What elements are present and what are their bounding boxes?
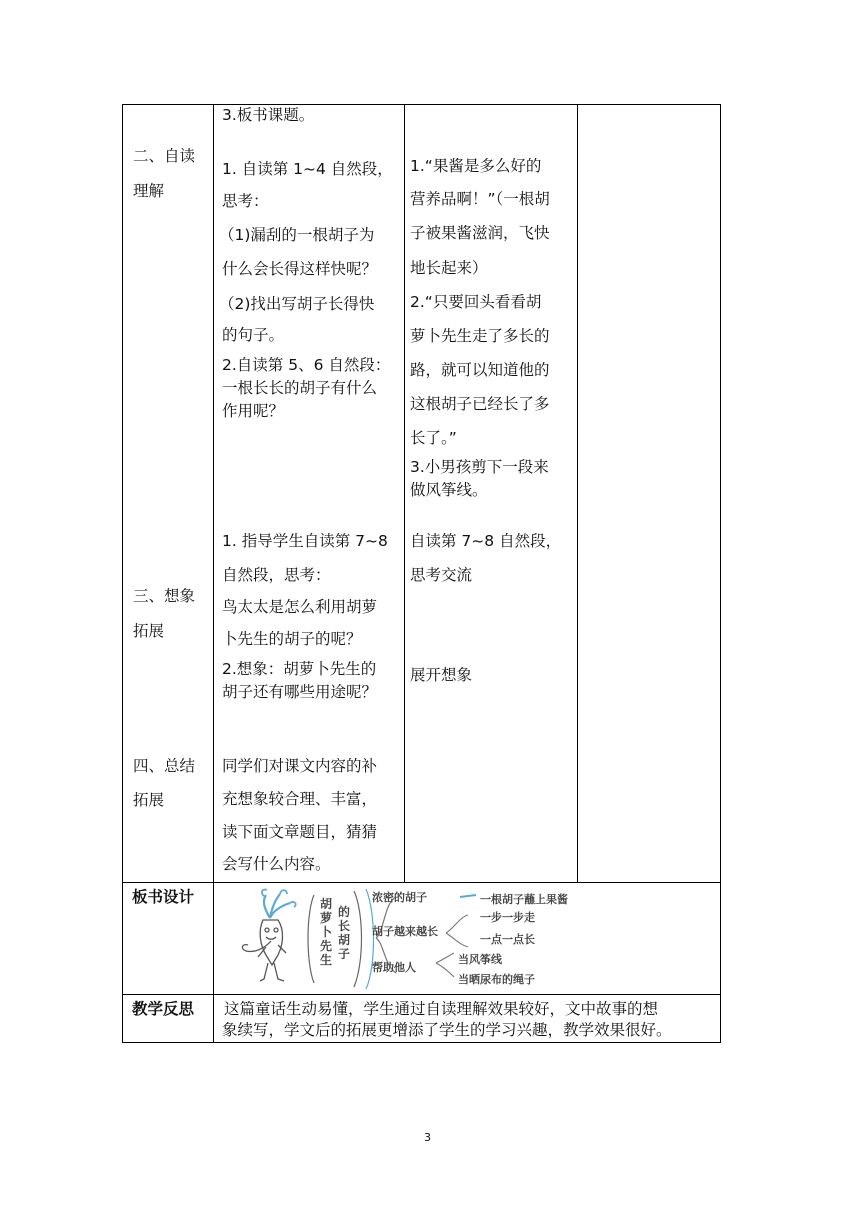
s2-teacher-line: 的句子。: [222, 326, 285, 344]
section3-label-line1: 三、想象: [133, 587, 196, 605]
s2-student-line: 这根胡子已经长了多: [410, 395, 550, 413]
table-left-border: [122, 104, 123, 1043]
s2-student-line: 2.“只要回头看看胡: [410, 293, 542, 311]
s2-student-line: 路，就可以知道他的: [410, 361, 550, 379]
title-item: 3.板书课题。: [222, 106, 315, 124]
row-divider-reflection: [122, 994, 721, 995]
s2-student-line: 长了。”: [410, 429, 457, 447]
s4-teacher-line: 充想象较合理、丰富，: [222, 790, 378, 808]
board-result-2: 一步一步走: [480, 911, 535, 924]
s2-student-line: 3.小男孩剪下一段来: [410, 458, 549, 476]
s4-teacher-line: 读下面文章题目，猜猜: [222, 823, 378, 841]
section2-label-line2: 理解: [133, 182, 165, 200]
board-branch-3: 帮助他人: [372, 961, 416, 974]
s3-teacher-line: 鸟太太是怎么利用胡萝: [222, 598, 378, 616]
s2-student-line: 子被果酱滋润，飞快: [410, 224, 550, 242]
s2-student-line: 做风筝线。: [410, 481, 488, 499]
s2-teacher-line: （2)找出写胡子长得快: [219, 295, 375, 313]
section3-label-line2: 拓展: [133, 622, 165, 640]
s4-teacher-line: 会写什么内容。: [222, 855, 331, 873]
s3-student-line: 自读第 7~8 自然段，: [410, 532, 562, 550]
s3-student-line: 思考交流: [410, 566, 473, 584]
carrot-man-drawing: [242, 890, 295, 981]
board-design-figure: [214, 883, 720, 994]
board-result-3: 一点一点长: [480, 933, 535, 946]
s2-teacher-line: 作用呢？: [222, 402, 285, 420]
board-result-1: 一根胡子蘸上果酱: [480, 893, 568, 906]
board-result-4: 当风筝线: [458, 953, 502, 966]
s3-teacher-line: 自然段，思考：: [222, 566, 331, 584]
s2-teacher-line: （1)漏刮的一根胡子为: [219, 226, 375, 244]
board-title-left: 胡萝卜先生: [320, 897, 333, 967]
table-bottom-border: [122, 1042, 721, 1043]
s2-teacher-line: 思考：: [222, 192, 269, 210]
reflection-line-1: 这篇童话生动易懂，学生通过自读理解效果较好，文中故事的想: [224, 1000, 659, 1018]
s3-teacher-line: 2.想象：胡萝卜先生的: [222, 660, 377, 678]
s2-teacher-line: 1. 自读第 1~4 自然段，: [222, 160, 393, 178]
s2-student-line: 营养品啊！”（一根胡: [410, 190, 550, 208]
page-number: 3: [424, 1131, 431, 1144]
board-design-label: 板书设计: [132, 888, 195, 906]
section2-label-line1: 二、自读: [133, 147, 196, 165]
board-branch-1: 浓密的胡子: [372, 891, 427, 904]
s3-teacher-line: 1. 指导学生自读第 7~8: [222, 532, 388, 550]
s3-teacher-line: 卜先生的胡子的呢？: [222, 630, 362, 648]
s2-teacher-line: 一根长长的胡子有什么: [222, 379, 378, 397]
column-divider-3: [577, 104, 578, 883]
reflection-label: 教学反思: [132, 1000, 195, 1018]
s4-teacher-line: 同学们对课文内容的补: [222, 757, 378, 775]
table-top-border: [122, 104, 721, 105]
s2-teacher-line: 2.自读第 5、6 自然段：: [222, 356, 391, 374]
s2-student-line: 萝卜先生走了多长的: [410, 327, 550, 345]
board-result-5: 当晒尿布的绳子: [458, 973, 535, 986]
board-branch-2: 胡子越来越长: [372, 925, 438, 938]
s3-student-line: 展开想象: [410, 666, 473, 684]
carrot-leaf-icon: [264, 894, 290, 918]
s2-student-line: 地长起来）: [410, 259, 488, 277]
section4-label-line2: 拓展: [133, 791, 165, 809]
s2-student-line: 1.“果酱是多么好的: [410, 157, 542, 175]
s2-teacher-line: 什么会长得这样快呢？: [222, 260, 378, 278]
table-right-border: [720, 104, 721, 1043]
reflection-line-2: 象续写，学文后的拓展更增添了学生的学习兴趣，教学效果很好。: [222, 1021, 672, 1039]
section4-label-line1: 四、总结: [133, 757, 196, 775]
s3-teacher-line: 胡子还有哪些用途呢？: [222, 683, 378, 701]
column-divider-2: [404, 104, 405, 883]
board-title-right: 的长胡子: [338, 905, 351, 961]
